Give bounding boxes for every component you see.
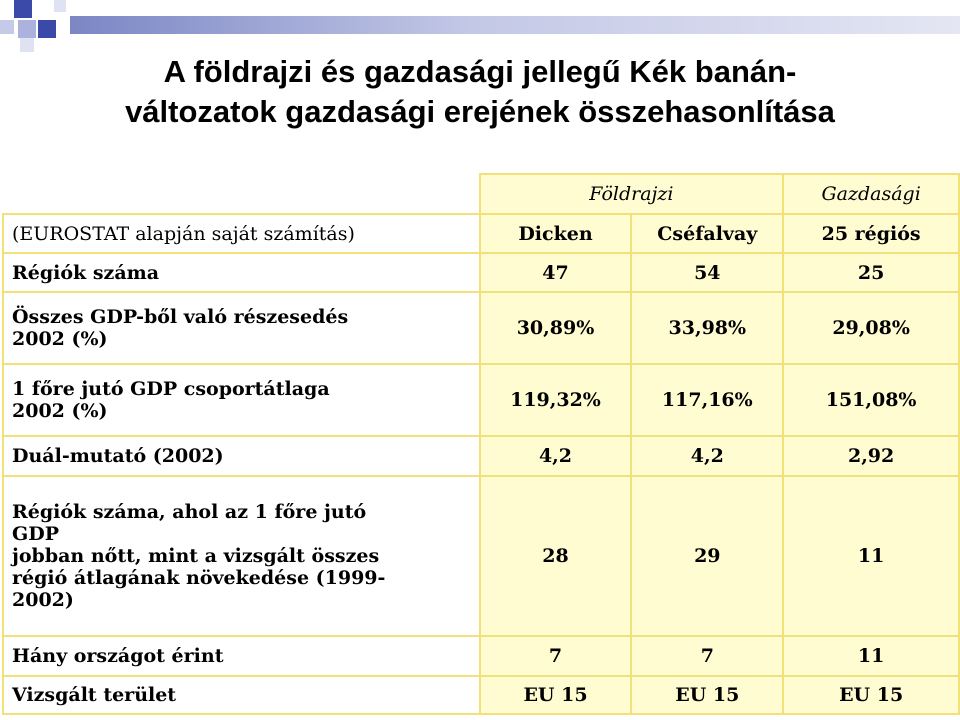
table-cell: 7 (631, 636, 783, 676)
group-header-row (3, 174, 959, 214)
row-label-line: GDP (12, 523, 59, 545)
table-cell: 4,2 (480, 436, 632, 476)
source-note: (EUROSTAT alapján saját számítás) (3, 214, 480, 253)
corner-square-pale (20, 38, 34, 52)
table-cell: 11 (783, 636, 959, 676)
row-label: Vizsgált terület (3, 676, 480, 714)
row-label-line: jobban nőtt, mint a vizsgált összes (12, 545, 380, 567)
table-row (3, 364, 959, 436)
table-cell: 7 (480, 636, 632, 676)
corner-square-dark (14, 0, 32, 18)
row-label: Duál-mutató (2002) (3, 436, 480, 476)
row-label: Hány országot érint (3, 636, 480, 676)
table-cell: EU 15 (480, 676, 632, 714)
table-cell: 54 (631, 253, 783, 292)
comparison-table (2, 173, 960, 715)
table-row (3, 253, 959, 292)
table-cell: 11 (783, 476, 959, 636)
corner-square-mid (18, 20, 36, 38)
table-cell: 29 (631, 476, 783, 636)
table-row (3, 676, 959, 714)
table-cell: 28 (480, 476, 632, 636)
row-label-line: régió átlagának növekedése (1999- (12, 567, 386, 589)
row-label-line: 1 főre jutó GDP csoportátlaga (12, 378, 330, 400)
table-cell: EU 15 (631, 676, 783, 714)
table-row (3, 436, 959, 476)
table-cell: 47 (480, 253, 632, 292)
table-row (3, 292, 959, 364)
group-header-foldrajzi: Földrajzi (480, 174, 784, 214)
title-line-2: változatok gazdasági erejének összehasonlítása (125, 94, 835, 129)
corner-square-dark-2 (38, 20, 56, 38)
table-row (3, 636, 959, 676)
corner-square-pale-2 (54, 0, 66, 12)
blank-corner-cell (3, 174, 480, 214)
header-gradient-bar (70, 16, 960, 34)
table-cell: EU 15 (783, 676, 959, 714)
table-cell: 30,89% (480, 292, 632, 364)
row-label (3, 364, 480, 436)
row-label (3, 476, 480, 636)
row-label-line: Összes GDP-ből való részesedés (12, 306, 349, 328)
row-label-line: 2002) (12, 589, 74, 611)
table-cell: 117,16% (631, 364, 783, 436)
table-cell: 4,2 (631, 436, 783, 476)
column-header-25-regios: 25 régiós (783, 214, 959, 253)
row-label-line: 2002 (%) (12, 328, 108, 350)
group-header-gazdasagi: Gazdasági (783, 174, 959, 214)
column-header-dicken: Dicken (480, 214, 632, 253)
table-row (3, 476, 959, 636)
row-label-line: 2002 (%) (12, 400, 108, 422)
slide-title (0, 52, 960, 132)
table-cell: 2,92 (783, 436, 959, 476)
title-line-1: A földrajzi és gazdasági jellegű Kék banán- (163, 54, 797, 89)
table-cell: 29,08% (783, 292, 959, 364)
column-header-csefalvay: Cséfalvay (631, 214, 783, 253)
row-label (3, 292, 480, 364)
table-cell: 25 (783, 253, 959, 292)
row-label: Régiók száma (3, 253, 480, 292)
corner-square-light (0, 20, 14, 34)
table-cell: 119,32% (480, 364, 632, 436)
row-label-line: Régiók száma, ahol az 1 főre jutó (12, 501, 367, 523)
table-cell: 33,98% (631, 292, 783, 364)
table-cell: 151,08% (783, 364, 959, 436)
column-header-row (3, 214, 959, 253)
